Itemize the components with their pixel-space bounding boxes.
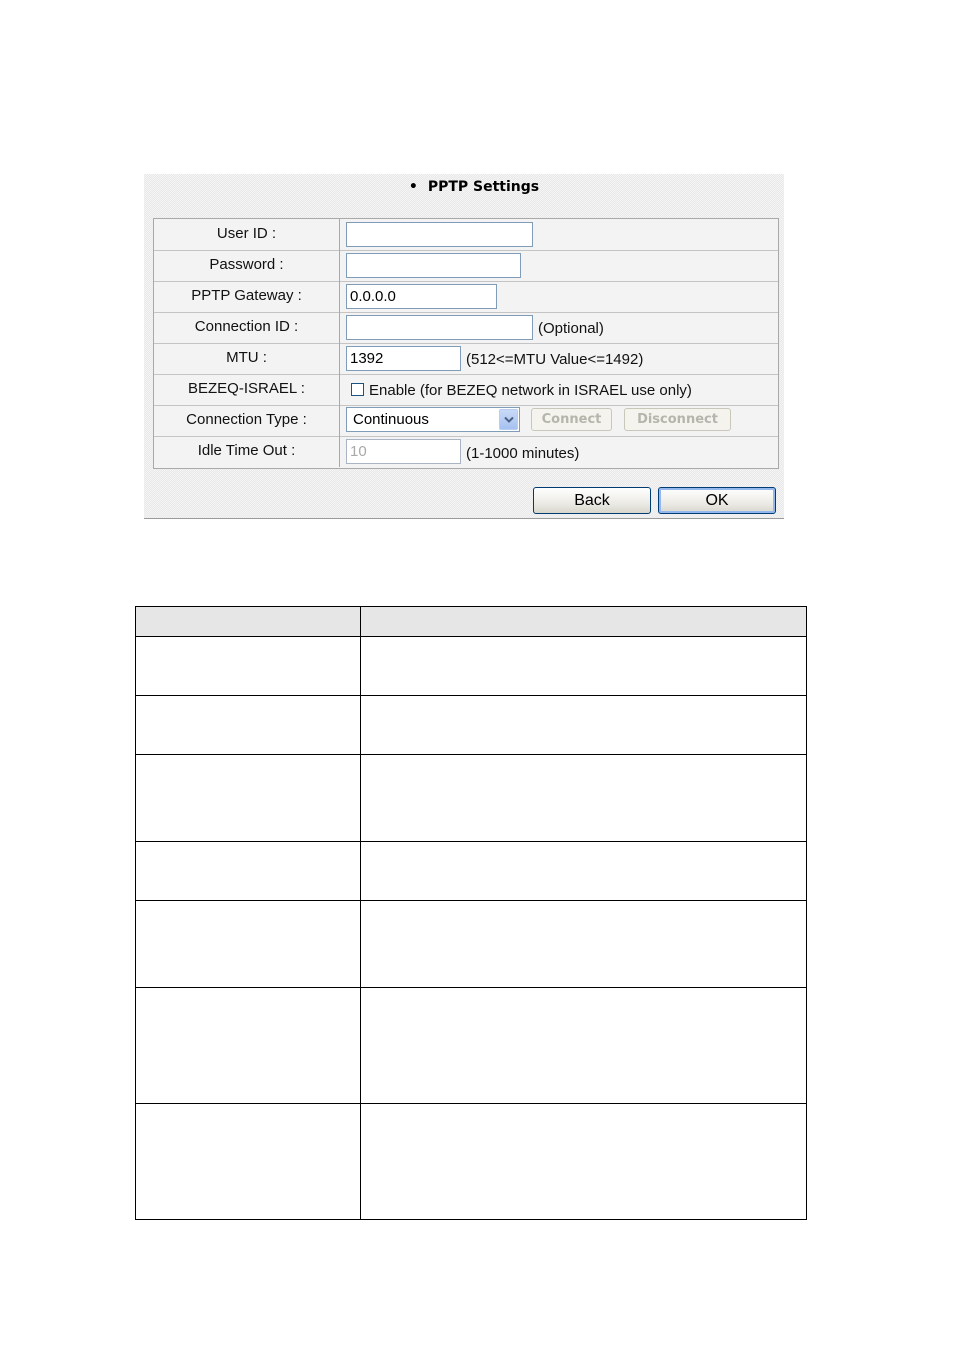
panel-title-text: PPTP Settings [427, 179, 540, 195]
user-id-cell [341, 219, 778, 250]
connection-id-cell [341, 312, 778, 343]
password-input[interactable] [346, 253, 521, 278]
settings-grid [153, 218, 779, 469]
connection-type-value: Continuous [353, 411, 429, 428]
table-row [136, 988, 806, 1104]
connect-button[interactable]: Connect [531, 408, 612, 431]
ok-button[interactable]: OK [658, 487, 776, 514]
idle-time-out-hint: (1-1000 minutes) [466, 445, 580, 462]
connection-id-input[interactable] [346, 315, 533, 340]
pptp-gateway-cell [341, 281, 778, 312]
password-cell [341, 250, 778, 281]
table-row [136, 1104, 806, 1219]
table-cell [136, 1104, 361, 1219]
connection-id-hint: (Optional) [538, 320, 604, 337]
table-row [136, 637, 806, 696]
table-cell [136, 637, 361, 695]
bezeq-israel-cell [341, 374, 778, 405]
disconnect-button[interactable]: Disconnect [624, 408, 731, 431]
table-cell [136, 842, 361, 900]
connection-type-cell [341, 405, 778, 436]
mtu-cell [341, 343, 778, 374]
description-table [135, 606, 807, 1220]
chevron-down-glyph [504, 416, 514, 424]
table-row [136, 755, 806, 842]
password-label: Password : [154, 250, 340, 281]
pptp-gateway-input[interactable] [346, 284, 497, 309]
connection-type-select[interactable] [346, 407, 520, 432]
user-id-label: User ID : [154, 219, 340, 250]
table-row [136, 696, 806, 755]
panel-title [144, 179, 804, 195]
bezeq-enable-label[interactable]: Enable (for BEZEQ network in ISRAEL use only) [369, 382, 692, 399]
row-mtu [154, 343, 778, 375]
row-bezeq-israel [154, 374, 778, 406]
pptp-gateway-label: PPTP Gateway : [154, 281, 340, 312]
idle-time-out-label: Idle Time Out : [154, 436, 340, 467]
row-connection-type [154, 405, 778, 437]
row-user-id [154, 219, 778, 251]
bezeq-israel-label: BEZEQ-ISRAEL : [154, 374, 340, 405]
table-header-row [136, 607, 806, 637]
user-id-input[interactable] [346, 222, 533, 247]
mtu-hint: (512<=MTU Value<=1492) [466, 351, 644, 368]
idle-time-out-input[interactable] [346, 439, 461, 464]
table-header-cell [136, 607, 361, 636]
table-row [136, 901, 806, 988]
mtu-input[interactable] [346, 346, 461, 371]
connection-type-label: Connection Type : [154, 405, 340, 436]
table-cell [136, 901, 361, 987]
idle-time-out-cell [341, 436, 778, 467]
row-idle-time-out [154, 436, 778, 467]
row-password [154, 250, 778, 282]
bullet-icon: • [408, 179, 418, 195]
row-pptp-gateway [154, 281, 778, 313]
table-cell [136, 696, 361, 754]
mtu-label: MTU : [154, 343, 340, 374]
bezeq-enable-checkbox[interactable] [351, 383, 364, 396]
row-connection-id [154, 312, 778, 344]
table-row [136, 842, 806, 901]
table-cell [136, 755, 361, 841]
pptp-settings-panel [144, 174, 784, 519]
table-cell [136, 988, 361, 1103]
back-button[interactable]: Back [533, 487, 651, 514]
connection-id-label: Connection ID : [154, 312, 340, 343]
chevron-down-icon[interactable] [499, 409, 518, 430]
